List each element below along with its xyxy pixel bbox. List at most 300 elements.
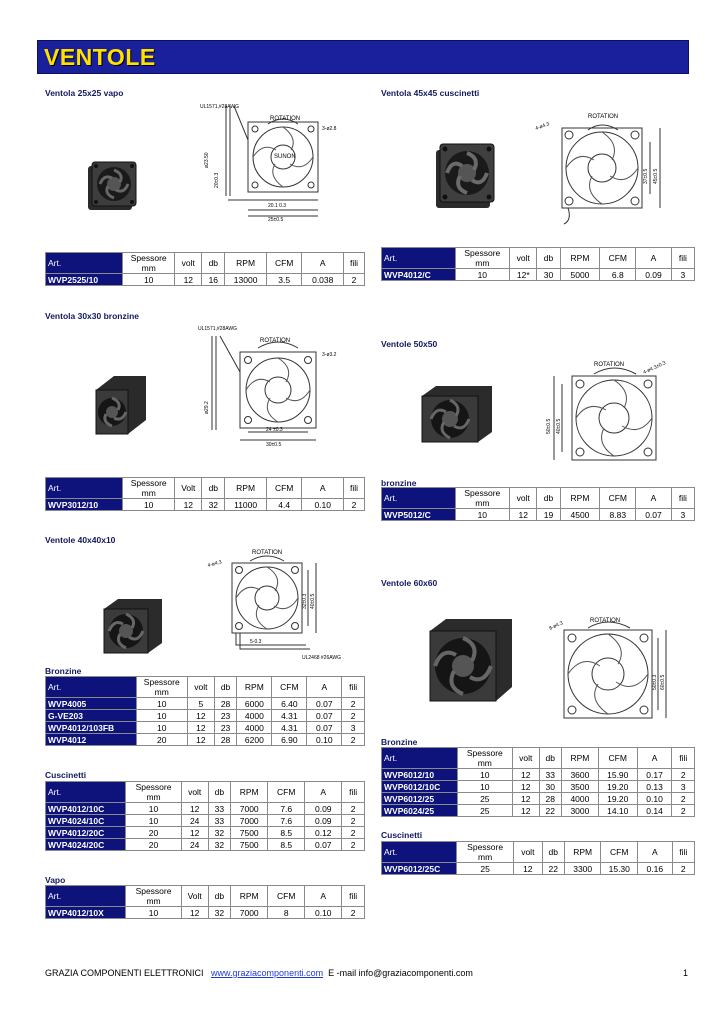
col-header: db [202, 253, 225, 274]
dim-offset: 5-0.3 [250, 639, 262, 645]
fan-photo-45x45 [432, 140, 498, 216]
col-header: db [539, 748, 562, 769]
table-cell: 10 [457, 781, 512, 793]
col-header: volt [514, 842, 542, 863]
table-cell: 0.12 [305, 827, 342, 839]
table-row [46, 803, 365, 815]
table-header-row [46, 253, 365, 274]
table-cell: 10 [136, 710, 187, 722]
col-header: Spessore mm [123, 253, 175, 274]
table-cell: 22 [539, 805, 562, 817]
table-cell: 3 [671, 509, 694, 521]
table-cell: 13000 [225, 274, 267, 286]
col-header: CFM [598, 748, 637, 769]
dim-height: 20±0.3 [214, 172, 220, 188]
col-header: A [305, 886, 342, 907]
table-cell: 12 [514, 863, 542, 875]
col-header: db [214, 677, 237, 698]
col-header: RPM [562, 748, 599, 769]
table-header-row [382, 842, 695, 863]
table-cell: 0.16 [638, 863, 673, 875]
hole-spec: 4-ø4.3 [534, 121, 551, 132]
rotation-label: ROTATION [270, 116, 301, 122]
table-cell: 10 [123, 499, 175, 511]
table-cell: 28 [214, 698, 237, 710]
section-title-25x25: Ventola 25x25 vapo [45, 88, 124, 98]
dim-outer: 40±0.5 [310, 593, 316, 609]
table-cell: 12 [181, 827, 208, 839]
table-cell: 30 [539, 781, 562, 793]
group-label-bronzine: Bronzine [45, 666, 82, 676]
table-cell: 3000 [562, 805, 599, 817]
col-header: fili [344, 253, 365, 274]
table-cell: 28 [539, 793, 562, 805]
col-header: A [307, 677, 342, 698]
table-cell: 20 [126, 827, 182, 839]
table-cell: 0.07 [307, 710, 342, 722]
col-header: volt [187, 677, 214, 698]
cable-spec: UL1571,#28AWG [198, 326, 238, 332]
table-row [382, 269, 695, 281]
col-header: A [302, 253, 344, 274]
col-header: db [208, 886, 231, 907]
table-cell: 10 [455, 269, 510, 281]
table-cell: 2 [342, 839, 365, 851]
table-cell: 2 [342, 907, 365, 919]
dim-inner: 24 ±0.3 [266, 427, 283, 433]
dim-outer: 25±0.5 [268, 217, 284, 222]
table-row [46, 499, 365, 511]
table-cell: 3.5 [266, 274, 301, 286]
col-header: RPM [560, 248, 600, 269]
table-cell: 6200 [237, 734, 272, 746]
cable-spec: UL2468 #26AWG [302, 655, 342, 661]
col-header: CFM [272, 677, 307, 698]
table-cell: 28 [214, 734, 237, 746]
col-header: Art. [382, 488, 456, 509]
article-code: WVP4012/103FB [46, 722, 137, 734]
table-cell: 4000 [237, 722, 272, 734]
table-cell: 32 [208, 839, 231, 851]
table-cell: 10 [455, 509, 510, 521]
col-header: CFM [600, 488, 636, 509]
article-code: WVP2525/10 [46, 274, 123, 286]
col-header: CFM [266, 478, 301, 499]
col-header: RPM [564, 842, 601, 863]
dim-diameter: ø29.2 [204, 401, 210, 414]
table-cell: 0.10 [637, 793, 672, 805]
table-row [382, 781, 695, 793]
table-row [46, 274, 365, 286]
table-row [46, 698, 365, 710]
col-header: Art. [46, 782, 126, 803]
table-header-row [382, 488, 695, 509]
section-title-30x30: Ventola 30x30 bronzine [45, 311, 140, 321]
col-header: volt [175, 253, 202, 274]
group-label-vapo: Vapo [45, 875, 66, 885]
spec-table-40x40-bronzine [45, 676, 365, 746]
section-title-45x45: Ventola 45x45 cuscinetti [381, 88, 480, 98]
col-header: fili [672, 842, 694, 863]
table-cell: 4000 [562, 793, 599, 805]
col-header: Spessore mm [455, 248, 510, 269]
table-cell: 2 [672, 769, 695, 781]
table-row [46, 815, 365, 827]
dim-outer: 50±0.5 [546, 418, 552, 434]
table-cell: 14.10 [598, 805, 637, 817]
dim-outer: 30±0.5 [266, 442, 282, 446]
col-header: CFM [268, 886, 305, 907]
table-header-row [382, 748, 695, 769]
article-code: WVP5012/C [382, 509, 456, 521]
table-header-row [382, 248, 695, 269]
table-cell: 2 [672, 793, 695, 805]
email-address: info@graziacomponenti.com [358, 968, 473, 978]
col-header: Art. [46, 253, 123, 274]
article-code: WVP4005 [46, 698, 137, 710]
table-cell: 20 [126, 839, 182, 851]
table-cell: 3500 [562, 781, 599, 793]
dim-inner: 37±0.5 [643, 168, 649, 184]
technical-drawing-50x50 [532, 352, 682, 470]
table-cell: 32 [208, 907, 231, 919]
table-row [382, 863, 695, 875]
table-header-row [46, 782, 365, 803]
col-header: fili [671, 248, 694, 269]
table-cell: 12 [510, 509, 537, 521]
table-row [46, 827, 365, 839]
col-header: Art. [46, 478, 123, 499]
section-subtitle-bronzine: bronzine [381, 478, 417, 488]
article-code: WVP6012/10C [382, 781, 458, 793]
table-cell: 10 [126, 815, 182, 827]
article-code: G-VE203 [46, 710, 137, 722]
table-cell: 12 [512, 781, 539, 793]
table-cell: 7000 [231, 907, 268, 919]
group-label-cuscinetti-60: Cuscinetti [381, 830, 423, 840]
table-cell: 6.8 [600, 269, 636, 281]
article-code: WVP4012/10X [46, 907, 126, 919]
dim-inner: 40±0.5 [556, 418, 562, 434]
table-cell: 19 [537, 509, 560, 521]
col-header: RPM [231, 886, 268, 907]
table-cell: 2 [672, 863, 694, 875]
table-cell: 6.40 [272, 698, 307, 710]
table-cell: 5000 [560, 269, 600, 281]
technical-drawing-30x30 [196, 322, 360, 446]
table-cell: 12 [512, 805, 539, 817]
col-header: RPM [225, 253, 267, 274]
col-header: Art. [46, 677, 137, 698]
article-code: WVP4024/10C [46, 815, 126, 827]
table-cell: 25 [457, 793, 512, 805]
col-header: db [537, 248, 560, 269]
table-cell: 2 [342, 803, 365, 815]
table-cell: 8.83 [600, 509, 636, 521]
table-cell: 3 [672, 781, 695, 793]
spec-table-60x60-bronzine [381, 747, 695, 817]
table-cell: 0.10 [302, 499, 344, 511]
page-number: 1 [683, 968, 689, 978]
table-cell: 12 [512, 769, 539, 781]
col-header: db [208, 782, 231, 803]
col-header: A [637, 748, 672, 769]
table-row [382, 769, 695, 781]
group-label-cuscinetti: Cuscinetti [45, 770, 87, 780]
table-cell: 10 [136, 698, 187, 710]
table-cell: 10 [123, 274, 175, 286]
col-header: volt [510, 488, 537, 509]
fan-photo-30x30 [92, 372, 150, 438]
table-cell: 15.30 [601, 863, 638, 875]
table-cell: 12 [187, 710, 214, 722]
col-header: A [636, 248, 672, 269]
table-cell: 7000 [231, 803, 268, 815]
table-cell: 25 [457, 863, 514, 875]
dim-inner: 50±0.3 [652, 674, 658, 690]
col-header: volt [512, 748, 539, 769]
col-header: fili [344, 478, 365, 499]
table-cell: 6000 [237, 698, 272, 710]
table-cell: 3 [671, 269, 694, 281]
col-header: RPM [231, 782, 268, 803]
table-cell: 0.07 [305, 839, 342, 851]
table-cell: 2 [672, 805, 695, 817]
table-cell: 0.09 [636, 269, 672, 281]
table-header-row [46, 478, 365, 499]
table-row [46, 734, 365, 746]
table-row [46, 710, 365, 722]
hole-spec: 8-ø4.3 [548, 620, 564, 632]
table-cell: 33 [208, 803, 231, 815]
table-cell: 0.14 [637, 805, 672, 817]
article-code: WVP6024/25 [382, 805, 458, 817]
group-label-bronzine-60: Bronzine [381, 737, 418, 747]
table-header-row [46, 677, 365, 698]
table-cell: 0.038 [302, 274, 344, 286]
table-cell: 12 [187, 722, 214, 734]
table-cell: 0.09 [305, 803, 342, 815]
spec-table-40x40-vapo [45, 885, 365, 919]
table-row [382, 509, 695, 521]
col-header: A [638, 842, 673, 863]
rotation-label: ROTATION [594, 362, 625, 368]
dim-outer: 45±0.5 [653, 168, 659, 184]
table-cell: 5 [187, 698, 214, 710]
table-cell: 2 [342, 815, 365, 827]
table-row [46, 907, 365, 919]
table-row [382, 805, 695, 817]
table-cell: 4.31 [272, 722, 307, 734]
spec-table-50x50 [381, 487, 695, 521]
table-cell: 6.90 [272, 734, 307, 746]
table-cell: 8.5 [268, 827, 305, 839]
table-cell: 0.07 [307, 698, 342, 710]
table-cell: 0.17 [637, 769, 672, 781]
hole-spec: 4-ø4.3 [206, 559, 223, 569]
table-cell: 20 [136, 734, 187, 746]
col-header: Art. [382, 248, 456, 269]
section-title-50x50: Ventole 50x50 [381, 339, 438, 349]
email-prefix: E -mail [328, 968, 357, 978]
fan-photo-40x40 [100, 595, 166, 659]
col-header: A [302, 478, 344, 499]
col-header: RPM [237, 677, 272, 698]
table-cell: 24 [181, 839, 208, 851]
fan-photo-50x50 [416, 382, 496, 446]
col-header: fili [671, 488, 694, 509]
table-cell: 0.09 [305, 815, 342, 827]
table-cell: 25 [457, 805, 512, 817]
table-cell: 11000 [225, 499, 267, 511]
hole-spec: 3-ø2.8 [322, 126, 337, 132]
table-cell: 3300 [564, 863, 601, 875]
col-header: A [305, 782, 342, 803]
table-cell: 10 [126, 803, 182, 815]
table-cell: 3600 [562, 769, 599, 781]
spec-table-45x45 [381, 247, 695, 281]
spec-table-25x25 [45, 252, 365, 286]
table-cell: 12 [175, 499, 202, 511]
hole-spec: 3-ø3.2 [322, 352, 337, 358]
table-row [46, 722, 365, 734]
section-title-40x40: Ventole 40x40x10 [45, 535, 116, 545]
col-header: fili [342, 782, 365, 803]
footer [45, 968, 473, 978]
table-row [382, 793, 695, 805]
table-cell: 15.90 [598, 769, 637, 781]
table-cell: 2 [344, 499, 365, 511]
table-cell: 7.6 [268, 815, 305, 827]
table-cell: 32 [208, 827, 231, 839]
technical-drawing-40x40 [206, 545, 364, 665]
col-header: volt [181, 782, 208, 803]
table-cell: 7500 [231, 827, 268, 839]
table-cell: 0.10 [307, 734, 342, 746]
col-header: fili [342, 886, 365, 907]
article-code: WVP6012/25 [382, 793, 458, 805]
table-cell: 3 [342, 722, 365, 734]
table-cell: 10 [136, 722, 187, 734]
dim-outer: 60±0.5 [660, 674, 666, 690]
table-cell: 10 [457, 769, 512, 781]
website-link[interactable]: www.graziacomponenti.com [211, 968, 324, 978]
rotation-label: ROTATION [588, 114, 619, 120]
col-header: fili [672, 748, 695, 769]
table-row [46, 839, 365, 851]
table-cell: 10 [126, 907, 182, 919]
col-header: Spessore mm [457, 748, 512, 769]
col-header: CFM [601, 842, 638, 863]
table-header-row [46, 886, 365, 907]
table-cell: 12 [187, 734, 214, 746]
article-code: WVP4012/10C [46, 803, 126, 815]
table-cell: 12 [181, 803, 208, 815]
table-cell: 12 [181, 907, 208, 919]
table-cell: 7000 [231, 815, 268, 827]
table-cell: 23 [214, 710, 237, 722]
page-title: VENTOLE [44, 44, 156, 70]
fan-photo-60x60 [426, 615, 516, 707]
col-header: Spessore mm [457, 842, 514, 863]
rotation-label: ROTATION [252, 550, 283, 556]
col-header: RPM [225, 478, 267, 499]
table-cell: 8.5 [268, 839, 305, 851]
table-cell: 0.10 [305, 907, 342, 919]
table-cell: 12 [175, 274, 202, 286]
col-header: Art. [382, 748, 458, 769]
hole-spec: 4-ø4.3±0.3 [642, 360, 667, 376]
article-code: WVP3012/10 [46, 499, 123, 511]
col-header: CFM [600, 248, 636, 269]
table-cell: 2 [342, 710, 365, 722]
spec-table-40x40-cuscinetti [45, 781, 365, 851]
col-header: db [542, 842, 564, 863]
article-code: WVP6012/10 [382, 769, 458, 781]
table-cell: 2 [342, 827, 365, 839]
article-code: WVP4024/20C [46, 839, 126, 851]
table-cell: 8 [268, 907, 305, 919]
rotation-label: ROTATION [260, 338, 291, 344]
col-header: db [537, 488, 560, 509]
table-cell: 19.20 [598, 781, 637, 793]
brand-label: SUNON [274, 154, 296, 160]
table-cell: 2 [342, 734, 365, 746]
col-header: Art. [46, 886, 126, 907]
technical-drawing-45x45 [528, 108, 678, 228]
article-code: WVP4012 [46, 734, 137, 746]
table-cell: 19.20 [598, 793, 637, 805]
col-header: CFM [268, 782, 305, 803]
table-cell: 24 [181, 815, 208, 827]
table-cell: 32 [202, 499, 225, 511]
table-cell: 0.07 [307, 722, 342, 734]
title-banner [37, 40, 689, 74]
article-code: WVP4012/C [382, 269, 456, 281]
table-cell: 4.4 [266, 499, 301, 511]
col-header: Volt [175, 478, 202, 499]
table-cell: 4.31 [272, 710, 307, 722]
table-cell: 0.13 [637, 781, 672, 793]
cable-spec: UL1571,#28AWG [200, 104, 240, 110]
col-header: Volt [181, 886, 208, 907]
col-header: Spessore mm [126, 886, 182, 907]
table-cell: 33 [208, 815, 231, 827]
col-header: A [636, 488, 672, 509]
table-cell: 12 [512, 793, 539, 805]
table-cell: 30 [537, 269, 560, 281]
col-header: Spessore mm [123, 478, 175, 499]
col-header: Art. [382, 842, 457, 863]
table-cell: 23 [214, 722, 237, 734]
section-title-60x60: Ventole 60x60 [381, 578, 438, 588]
col-header: Spessore mm [455, 488, 510, 509]
table-cell: 7.6 [268, 803, 305, 815]
col-header: Spessore mm [126, 782, 182, 803]
col-header: RPM [560, 488, 600, 509]
rotation-label: ROTATION [590, 618, 621, 624]
col-header: volt [510, 248, 537, 269]
table-cell: 16 [202, 274, 225, 286]
col-header: CFM [266, 253, 301, 274]
table-cell: 4500 [560, 509, 600, 521]
table-cell: 22 [542, 863, 564, 875]
table-cell: 7500 [231, 839, 268, 851]
col-header: Spessore mm [136, 677, 187, 698]
technical-drawing-25x25 [198, 100, 348, 222]
table-cell: 2 [342, 698, 365, 710]
spec-table-30x30 [45, 477, 365, 511]
